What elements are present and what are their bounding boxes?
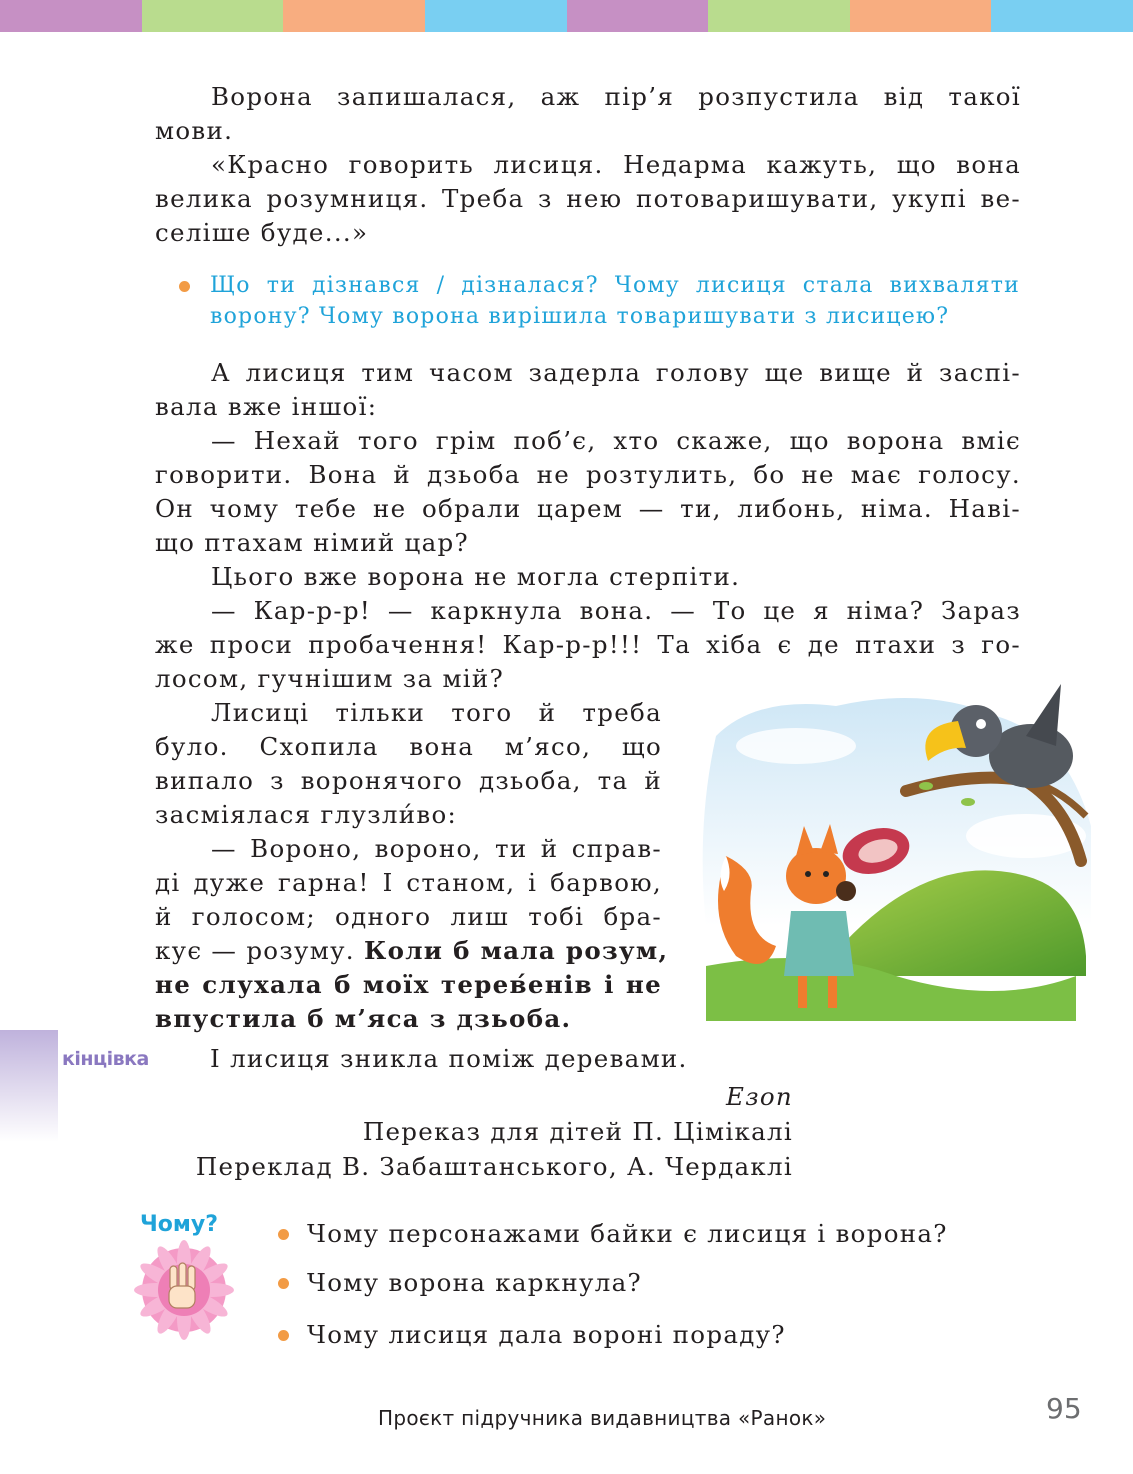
text-segment: кує — розуму. — [155, 936, 355, 965]
fox-and-crow-illustration — [696, 676, 1098, 1030]
paragraph-crow-proud — [155, 80, 1021, 148]
why-question: Чому персонажами байки є лисиця і ворона? — [307, 1219, 948, 1248]
bullet-dot — [278, 1278, 289, 1289]
fox-head — [786, 848, 846, 904]
text-line: Ворона запишалася, аж пір’я розпустила від такої — [211, 82, 1021, 111]
text-line: ді дуже гарна! І станом, і барвою, — [155, 868, 662, 897]
text-line: мови. — [155, 116, 234, 145]
fox-leg — [798, 976, 807, 1008]
fox-leg — [828, 976, 837, 1008]
color-segment — [425, 0, 567, 32]
bold-moral: не слухала б моїх терев́енів і не — [155, 970, 662, 999]
text-line: «Красно говорить лисиця. Недарма кажуть, що вона — [211, 150, 1021, 179]
color-segment — [283, 0, 425, 32]
fox-eye — [823, 871, 829, 877]
leaf-shape — [919, 782, 933, 790]
bold-moral: впустила б м’яса з дзьоба. — [155, 1004, 572, 1033]
paragraph-fox-mocks — [155, 696, 669, 1036]
fox-eye — [805, 871, 811, 877]
cloud-shape — [736, 728, 856, 764]
fox-paw — [836, 881, 856, 901]
color-segment — [991, 0, 1133, 32]
text-line: — Кар-р-р! — каркнула вона. — То це я німа? Зараз — [211, 596, 1021, 625]
retold-credit: Переказ для дітей П. Цімікалі — [362, 1117, 793, 1146]
text-line: лосом, гучнішим за мій? — [155, 664, 504, 693]
bold-moral-line — [155, 1002, 662, 1036]
text-line: що птахам німий цар? — [155, 528, 469, 557]
text-line: засміялася глузли́во: — [155, 800, 458, 829]
crow-wing — [1026, 684, 1061, 746]
section-label-ending: кінцівка — [62, 1048, 149, 1070]
text-line: велика розумниця. Треба з нею потоваришувати, укупі ве- — [155, 184, 1021, 213]
text-line: говорити. Вона й дзьоба не розтулить, бо не має голосу. — [155, 460, 1021, 489]
bold-moral-line — [155, 968, 662, 1002]
color-segment — [0, 0, 142, 32]
text-line: Цього вже ворона не могла стерпіти. — [211, 562, 741, 591]
leaf-shape — [961, 798, 975, 806]
text-line: селіше буде...» — [155, 218, 369, 247]
color-segment — [567, 0, 709, 32]
color-segment — [142, 0, 284, 32]
bullet-dot — [179, 281, 190, 292]
text-line: вала вже іншої: — [155, 392, 378, 421]
color-segment — [708, 0, 850, 32]
text-line: — Нехай того грім поб’є, хто скаже, що ворона вміє — [211, 426, 1021, 455]
why-question: Чому ворона каркнула? — [307, 1268, 642, 1297]
text-line: й голосом; одного лиш тобі бра- — [155, 902, 662, 931]
sidebar-marker — [0, 1030, 58, 1142]
text-line: же проси пробачення! Кар-р-р!!! Та хіба є де птахи з го- — [155, 630, 1021, 659]
author-credit: Езоп — [726, 1082, 793, 1111]
text-line: — Вороно, вороно, ти й справ- — [211, 834, 662, 863]
question-line: Що ти дізнався / дізналася? Чому лисиця стала вихваляти — [210, 273, 1020, 298]
why-question: Чому лисиця дала вороні пораду? — [307, 1320, 786, 1349]
bold-moral: Коли б мала розум, — [364, 936, 669, 965]
paragraph-crow-thoughts — [155, 148, 1021, 250]
text-line: Он чому тебе не обрали царем — ти, либонь, німа. Наві- — [155, 494, 1021, 523]
paragraph-fox-song — [155, 356, 1021, 696]
ending-line: І лисиця зникла поміж деревами. — [210, 1044, 688, 1073]
top-color-strip — [0, 0, 1133, 32]
text-line: А лисиця тим часом задерла голову ще вище й заспі- — [211, 358, 1021, 387]
text-line: було. Схопила вона м’ясо, що — [155, 732, 662, 761]
translation-credit: Переклад В. Забаштанського, А. Чердаклі — [195, 1152, 793, 1181]
text-line: Лисиці тільки того й треба — [211, 698, 662, 727]
comprehension-question — [210, 270, 1020, 332]
color-segment — [850, 0, 992, 32]
why-label: Чому? — [140, 1212, 218, 1237]
text-line: випало з воронячого дзьоба, та й — [155, 766, 662, 795]
bullet-dot — [278, 1229, 289, 1240]
hand-three-fingers-icon — [134, 1240, 234, 1340]
footer-publisher: Проєкт підручника видавництва «Ранок» — [378, 1406, 827, 1430]
page-number: 95 — [1046, 1392, 1082, 1425]
crow-eye — [976, 719, 986, 729]
fox-dress — [784, 911, 854, 976]
question-line: ворону? Чому ворона вирішила товаришувати з лисицею? — [210, 304, 950, 329]
text-line-with-bold — [155, 934, 669, 968]
bullet-dot — [278, 1330, 289, 1341]
